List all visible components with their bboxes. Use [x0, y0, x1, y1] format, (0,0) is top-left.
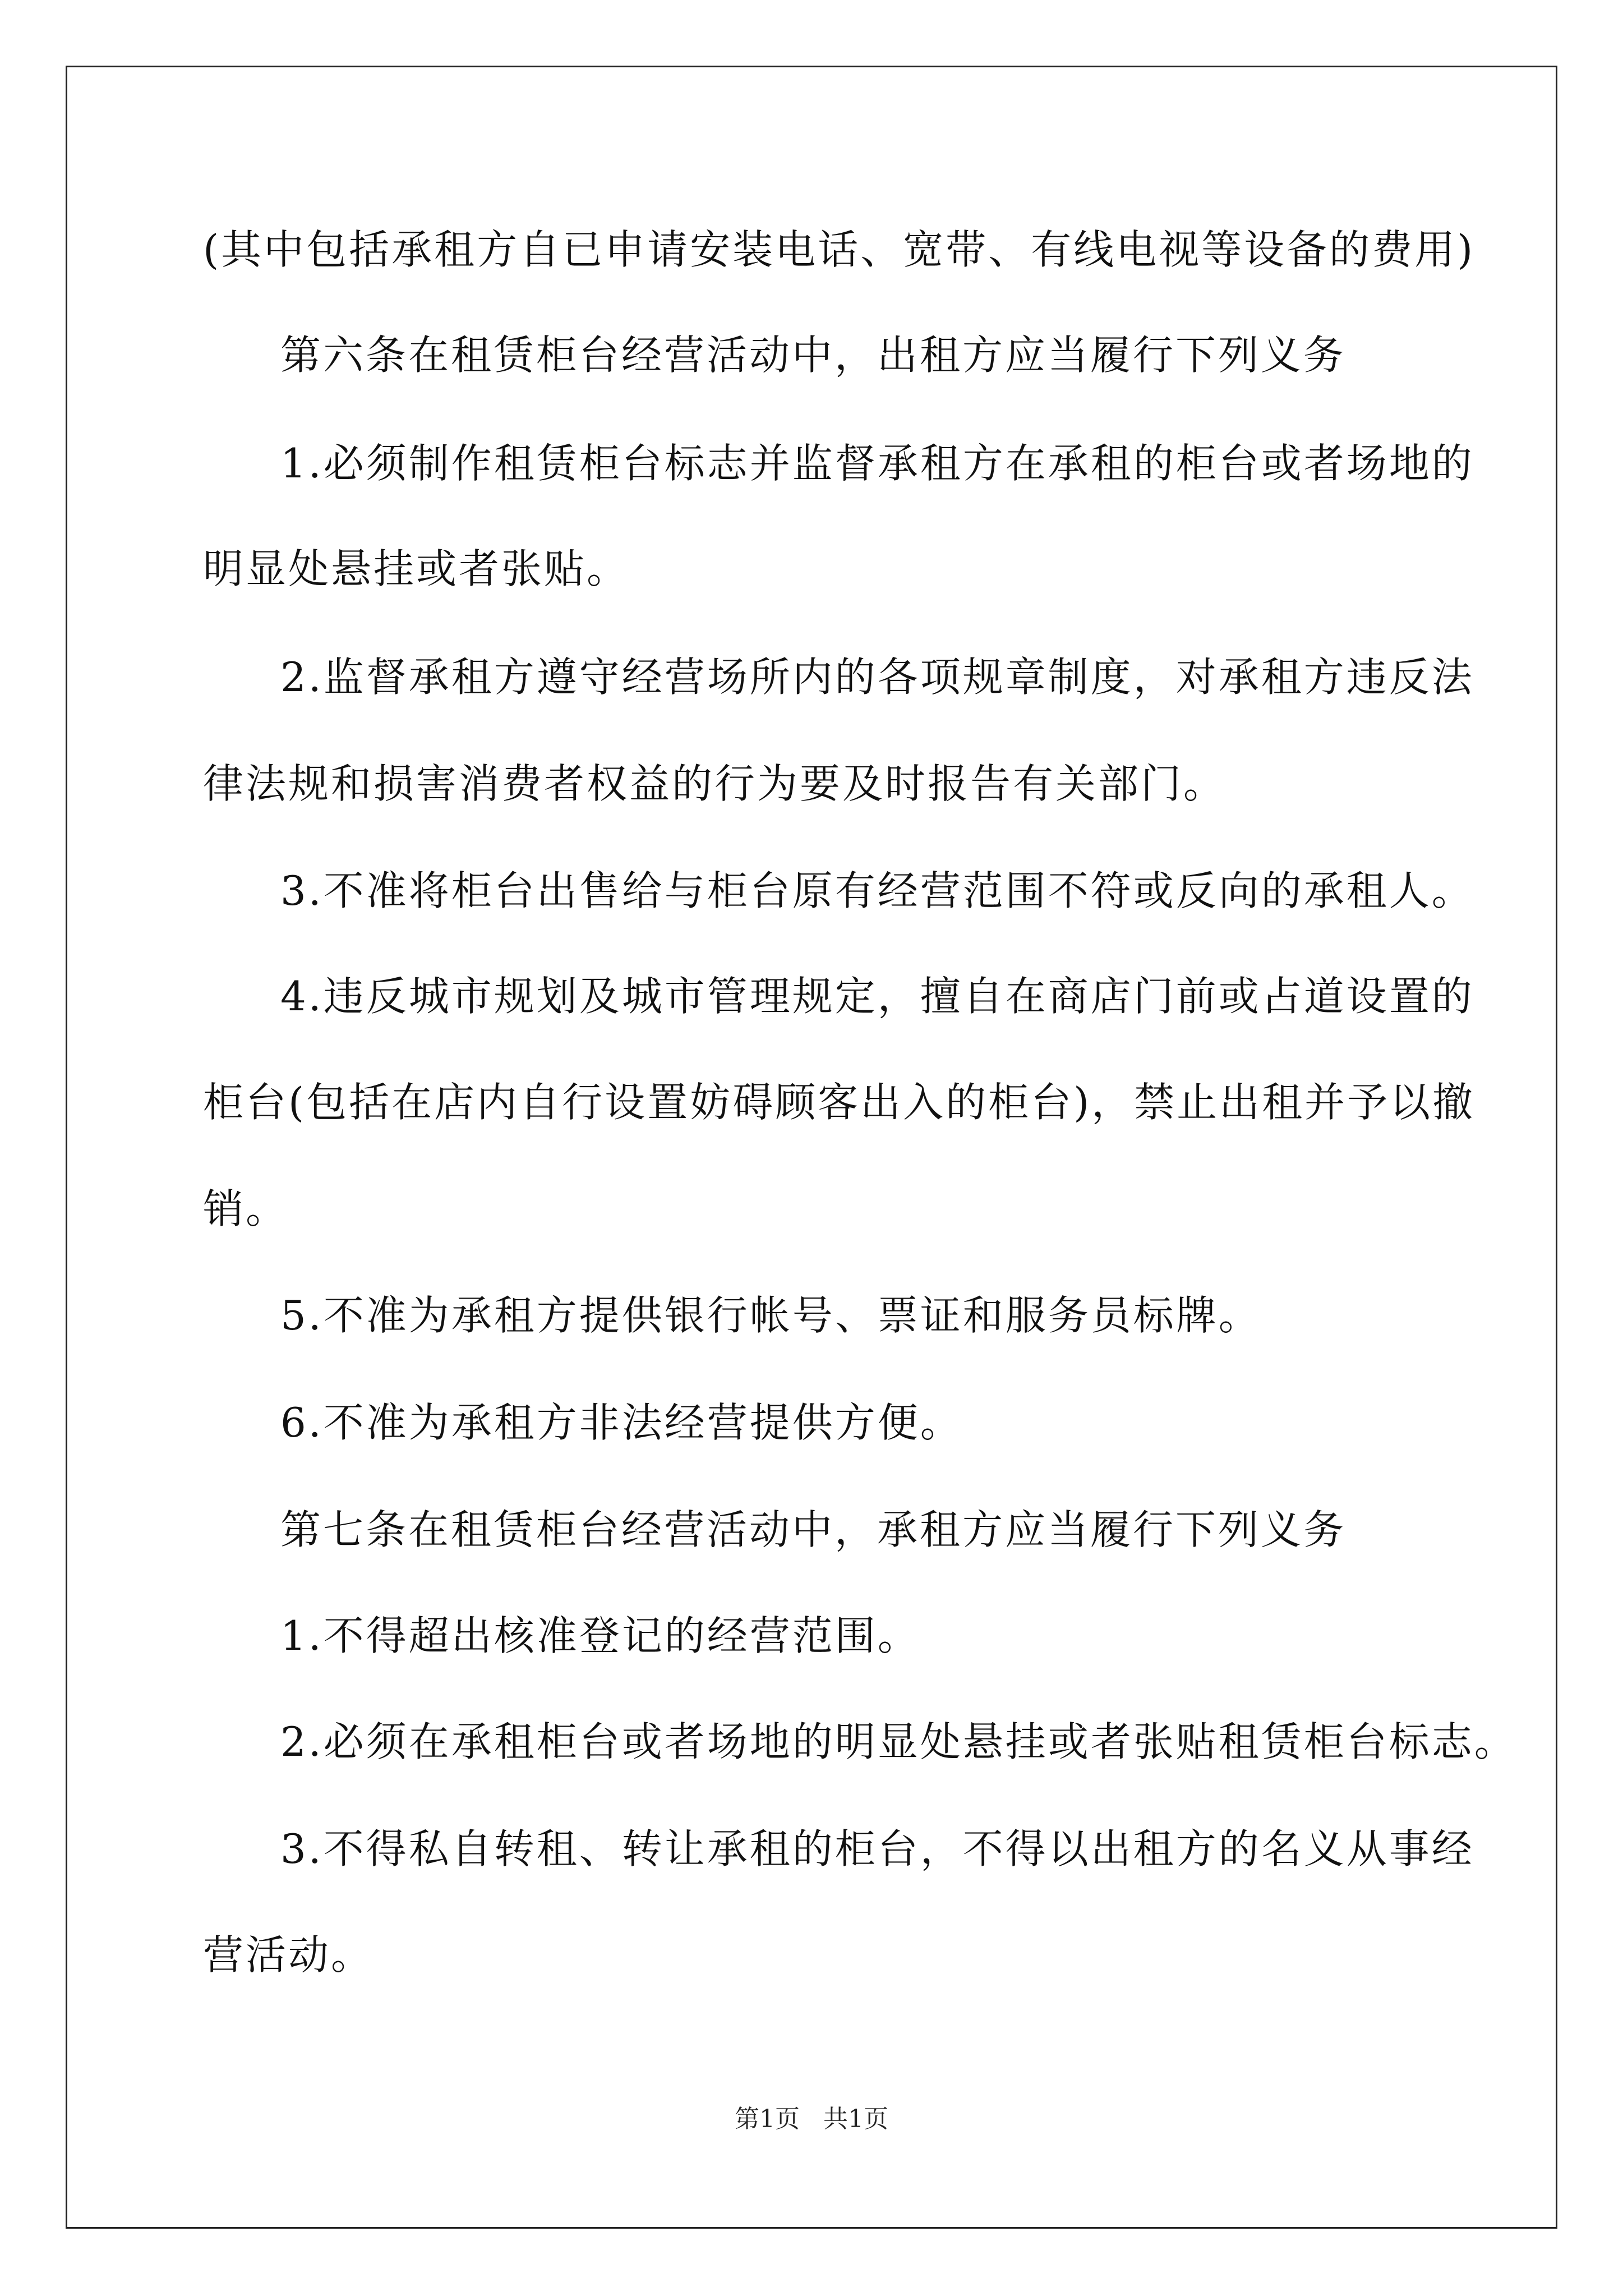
page-number: 第1页 共1页: [735, 2105, 888, 2133]
article-6-item-1-cont: 明显处悬挂或者张贴。: [203, 545, 630, 592]
page-border: [66, 66, 1557, 2229]
article-6-item-2: 2.监督承租方遵守经营场所内的各项规章制度，对承租方违反法: [280, 654, 1474, 701]
article-6-item-4-end: 销。: [203, 1185, 289, 1232]
article-6-item-4: 4.违反城市规划及城市管理规定，擅自在商店门前或占道设置的: [280, 973, 1474, 1020]
article-6-item-5: 5.不准为承租方提供银行帐号、票证和服务员标牌。: [280, 1292, 1261, 1339]
article-7-item-3-cont: 营活动。: [203, 1931, 374, 1978]
article-6-item-6: 6.不准为承租方非法经营提供方便。: [280, 1399, 963, 1446]
article-6-item-1: 1.必须制作租赁柜台标志并监督承租方在承租的柜台或者场地的: [280, 440, 1474, 487]
text-line-1: (其中包括承租方自已申请安装电话、宽带、有线电视等设备的费用): [203, 226, 1476, 273]
article-7-heading: 第七条在租赁柜台经营活动中，承租方应当履行下列义务: [280, 1506, 1347, 1553]
article-6-heading: 第六条在租赁柜台经营活动中，出租方应当履行下列义务: [280, 332, 1347, 379]
article-6-item-4-cont: 柜台(包括在店内自行设置妨碍顾客出入的柜台)，禁止出租并予以撤: [203, 1079, 1476, 1126]
article-7-item-2: 2.必须在承租柜台或者场地的明显处悬挂或者张贴租赁柜台标志。: [280, 1718, 1517, 1765]
article-6-item-3: 3.不准将柜台出售给与柜台原有经营范围不符或反向的承租人。: [280, 867, 1474, 914]
article-7-item-3: 3.不得私自转租、转让承租的柜台，不得以出租方的名义从事经: [280, 1825, 1474, 1872]
article-7-item-1: 1.不得超出核准登记的经营范围。: [280, 1612, 920, 1659]
article-6-item-2-cont: 律法规和损害消费者权益的行为要及时报告有关部门。: [203, 760, 1227, 807]
